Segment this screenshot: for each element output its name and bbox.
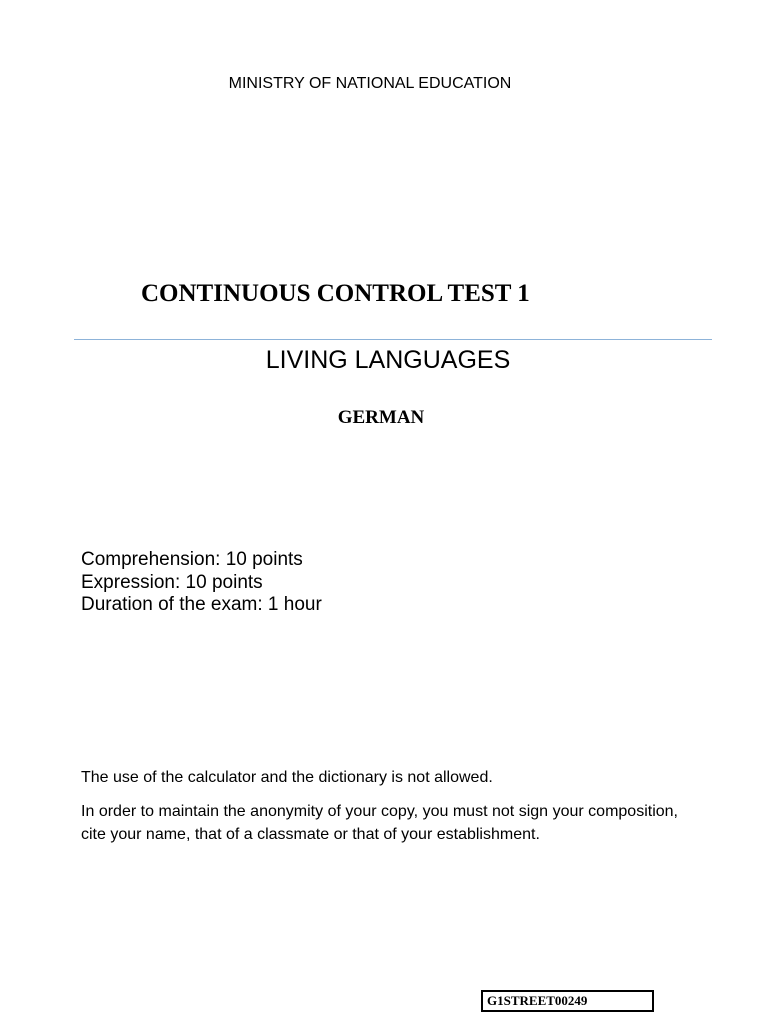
anonymity-notice: In order to maintain the anonymity of your copy, you must not sign your composition, cite your name, that of a classmate or that of your establishment. bbox=[81, 803, 678, 843]
language-title: GERMAN bbox=[337, 407, 425, 428]
scoring-info bbox=[81, 549, 322, 617]
subject-title: LIVING LANGUAGES bbox=[265, 346, 511, 374]
expression-points: Expression: 10 points bbox=[81, 571, 263, 593]
reference-code-box bbox=[481, 990, 654, 1012]
ministry-header: MINISTRY OF NATIONAL EDUCATION bbox=[228, 75, 512, 92]
test-title: CONTINUOUS CONTROL TEST 1 bbox=[141, 280, 530, 307]
calculator-notice: The use of the calculator and the dictionary is not allowed. bbox=[81, 769, 493, 786]
exam-rules bbox=[81, 766, 678, 857]
reference-code: G1STREET00249 bbox=[487, 993, 588, 1008]
comprehension-points: Comprehension: 10 points bbox=[81, 549, 303, 570]
exam-duration: Duration of the exam: 1 hour bbox=[81, 594, 322, 615]
title-divider bbox=[74, 339, 712, 340]
